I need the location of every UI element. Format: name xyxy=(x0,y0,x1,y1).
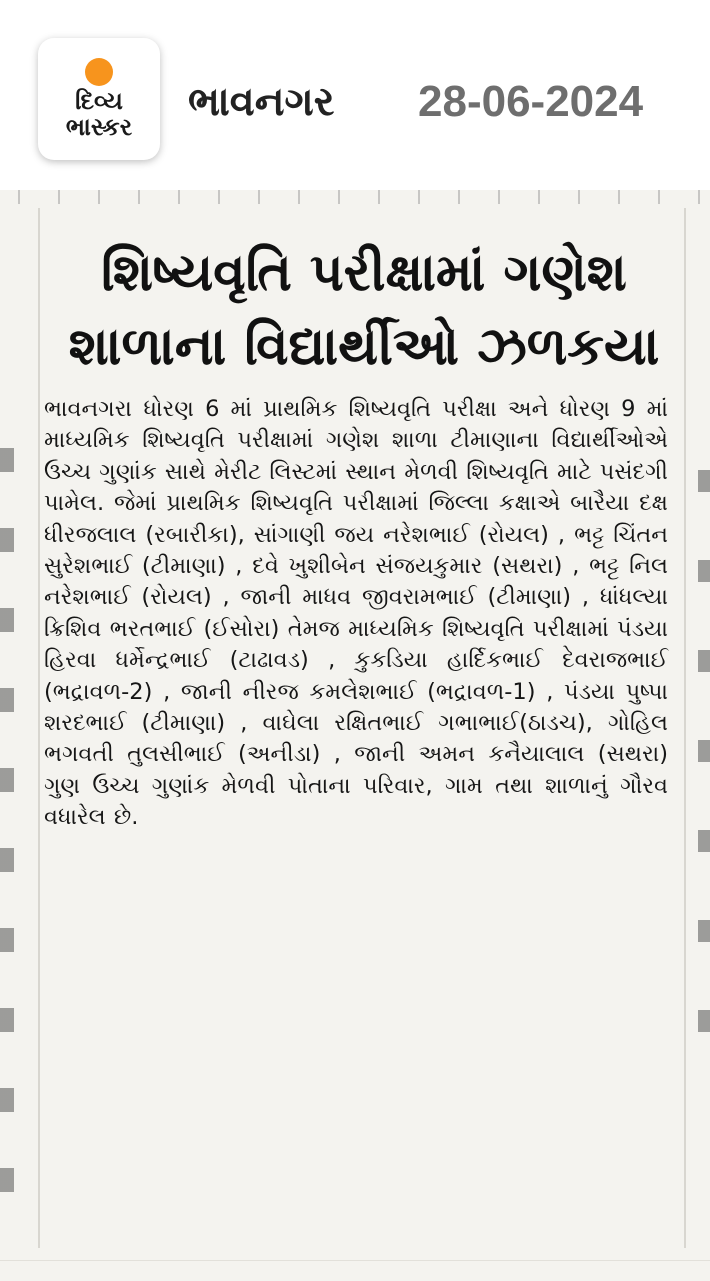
article-body: ભાવનગર। ધોરણ 6 માં પ્રાથમિક શિષ્યવૃતિ પરીક્ષા અને ધોરણ 9 માં માધ્યમિક શિષ્યવૃતિ પરીક્ષામાં ગણેશ શાળા ટીમાણાના વિદ્યાર્થીઓએ ઉચ્ચ ગુણાંક સાથે મેરીટ લિસ્ટમાં સ્થાન મેળવી શિષ્યવૃતિ માટે પસંદગી પામેલ. જેમાં પ્રાથમિક શિષ્યવૃતિ પરીક્ષામાં જિલ્લા કક્ષાએ બારૈયા દક્ષ ધીરજલાલ (રબારીકા), સાંગાણી જય નરેશભાઈ (રોયલ) , ભટ્ટ ચિંતન સુરેશભાઈ (ટીમાણા) , દવે ખુશીબેન સંજયકુમાર (સથરા) , ભટ્ટ નિલ નરેશભાઈ (રોયલ) , જાની માધવ જીવરામભાઈ (ટીમાણા) , ધાંધલ્યા ક્રિશિવ ભરતભાઈ (ઈસોરા) તેમજ માધ્યમિક શિષ્યવૃતિ પરીક્ષામાં પંડયા હિરવા ધર્મેન્દ્રભાઈ (ટાઢાવડ) , કુકડિયા હાર્દિકભાઈ દેવરાજભાઈ (ભદ્રાવળ-2) , જાની નીરજ કમલેશભાઈ (ભદ્રાવળ-1) , પંડયા પુષ્પા શરદભાઈ (ટીમાણા) , વાઘેલા રક્ષિતભાઈ ગભાભાઈ(ઠાડચ), ગોહિલ ભગવતી તુલસીભાઈ (અનીડા) , જાની અમન કનૈયાલાલ (સથરા) ગુણ ઉચ્ચ ગુણાંક મેળવી પોતાના પરિવાર, ગામ તથા શાળાનું ગૌરવ વધારેલ છે. xyxy=(44,396,668,831)
adjacent-column-edge-left xyxy=(0,410,14,1230)
headline-line-1: શિષ્યવૃતિ પરીક્ષામાં ગણેશ xyxy=(101,243,627,303)
divya-bhaskar-logo[interactable] xyxy=(38,38,160,160)
sun-icon xyxy=(85,58,113,86)
cut-text-strip xyxy=(0,190,710,204)
newspaper-clipping xyxy=(0,190,710,1260)
logo-text-line2: ભાસ્કર xyxy=(65,113,133,141)
adjacent-column-edge-right xyxy=(698,430,710,1070)
column-rule-right xyxy=(684,208,686,1248)
edition-city: ભાવનગર xyxy=(188,79,335,125)
edition-date: 28-06-2024 xyxy=(418,77,644,126)
article-headline xyxy=(44,236,684,384)
logo-text-line1: દિવ્ય xyxy=(75,87,123,115)
headline-line-2: શાળાના વિદ્યાર્થીઓ ઝળકયા xyxy=(68,317,660,377)
column-rule-left xyxy=(38,208,40,1248)
app-header xyxy=(0,0,710,190)
bottom-edge xyxy=(0,1260,710,1281)
